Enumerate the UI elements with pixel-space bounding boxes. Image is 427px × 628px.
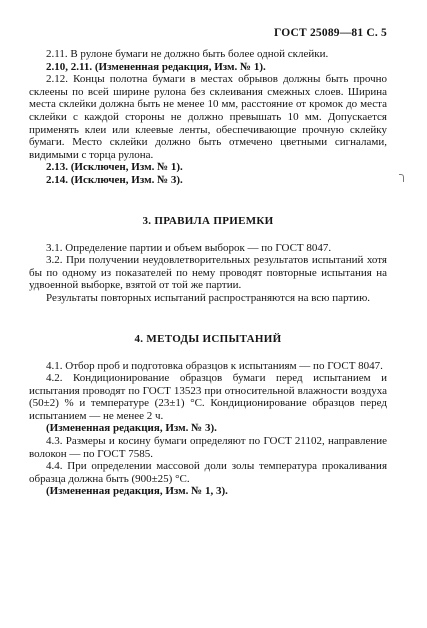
paragraph-3-2-cont: Результаты повторных испытаний распространяются на всю партию.: [46, 291, 371, 304]
paragraph-4-4: 4.4. При определении массовой доли золы температура прокаливания образца должна быть (900±25) °С.: [29, 460, 387, 485]
excluded-note-2-14: 2.14. (Исключен, Изм. № 3).: [46, 173, 183, 186]
document-body: [29, 48, 387, 498]
paragraph-3-2: 3.2. При получении неудовлетворительных результатов испытаний хотя бы по одному из показателей по нему проводят повторные испытания на удвоенной выборке, взятой от той же партии.: [29, 254, 387, 292]
section-heading-test-methods: 4. МЕТОДЫ ИСПЫТАНИЙ: [134, 332, 282, 345]
amendment-note-4-2: (Измененная редакция, Изм. № 3).: [46, 422, 217, 435]
paragraph-4-3: 4.3. Размеры и косину бумаги определяют по ГОСТ 21102, направление волокон — по ГОСТ 7585.: [29, 435, 387, 460]
paragraph-3-1: 3.1. Определение партии и объем выборок — по ГОСТ 8047.: [46, 241, 332, 254]
section-heading-acceptance: 3. ПРАВИЛА ПРИЕМКИ: [142, 214, 274, 227]
scan-mark: [399, 174, 404, 182]
paragraph-4-1: 4.1. Отбор проб и подготовка образцов к испытаниям — по ГОСТ 8047.: [46, 359, 383, 372]
paragraph-2-11: 2.11. В рулоне бумаги не должно быть более одной склейки.: [46, 48, 329, 60]
excluded-note-2-13: 2.13. (Исключен, Изм. № 1).: [46, 161, 183, 174]
paragraph-4-2: 4.2. Кондиционирование образцов бумаги перед испытанием и испытания проводят по ГОСТ 13523 при относительной влажности воздуха (50±2) % и температуре (23±1) °С. Кондиционирование образцов перед испытанием — не менее 2 ч.: [29, 372, 387, 422]
paragraph-2-12: 2.12. Концы полотна бумаги в местах обрывов должны быть прочно склеены по всей ширине рулона без склеивания смежных слоев. Ширина места склейки должна быть не менее 10 мм, расстояние от кромок до места склейки с каждой стороны не должно превышать 10 мм. Допускается применять клеи или клеевые ленты, обеспечивающие прочную склейку бумаги. Место склейки должно быть отмечено цветными сигналами, видимыми с торца рулона.: [29, 73, 387, 161]
amendment-note: 2.10, 2.11. (Измененная редакция, Изм. № 1).: [46, 60, 266, 73]
amendment-note-4-4: (Измененная редакция, Изм. № 1, 3).: [46, 485, 228, 498]
page-header: ГОСТ 25089—81 С. 5: [274, 27, 387, 39]
